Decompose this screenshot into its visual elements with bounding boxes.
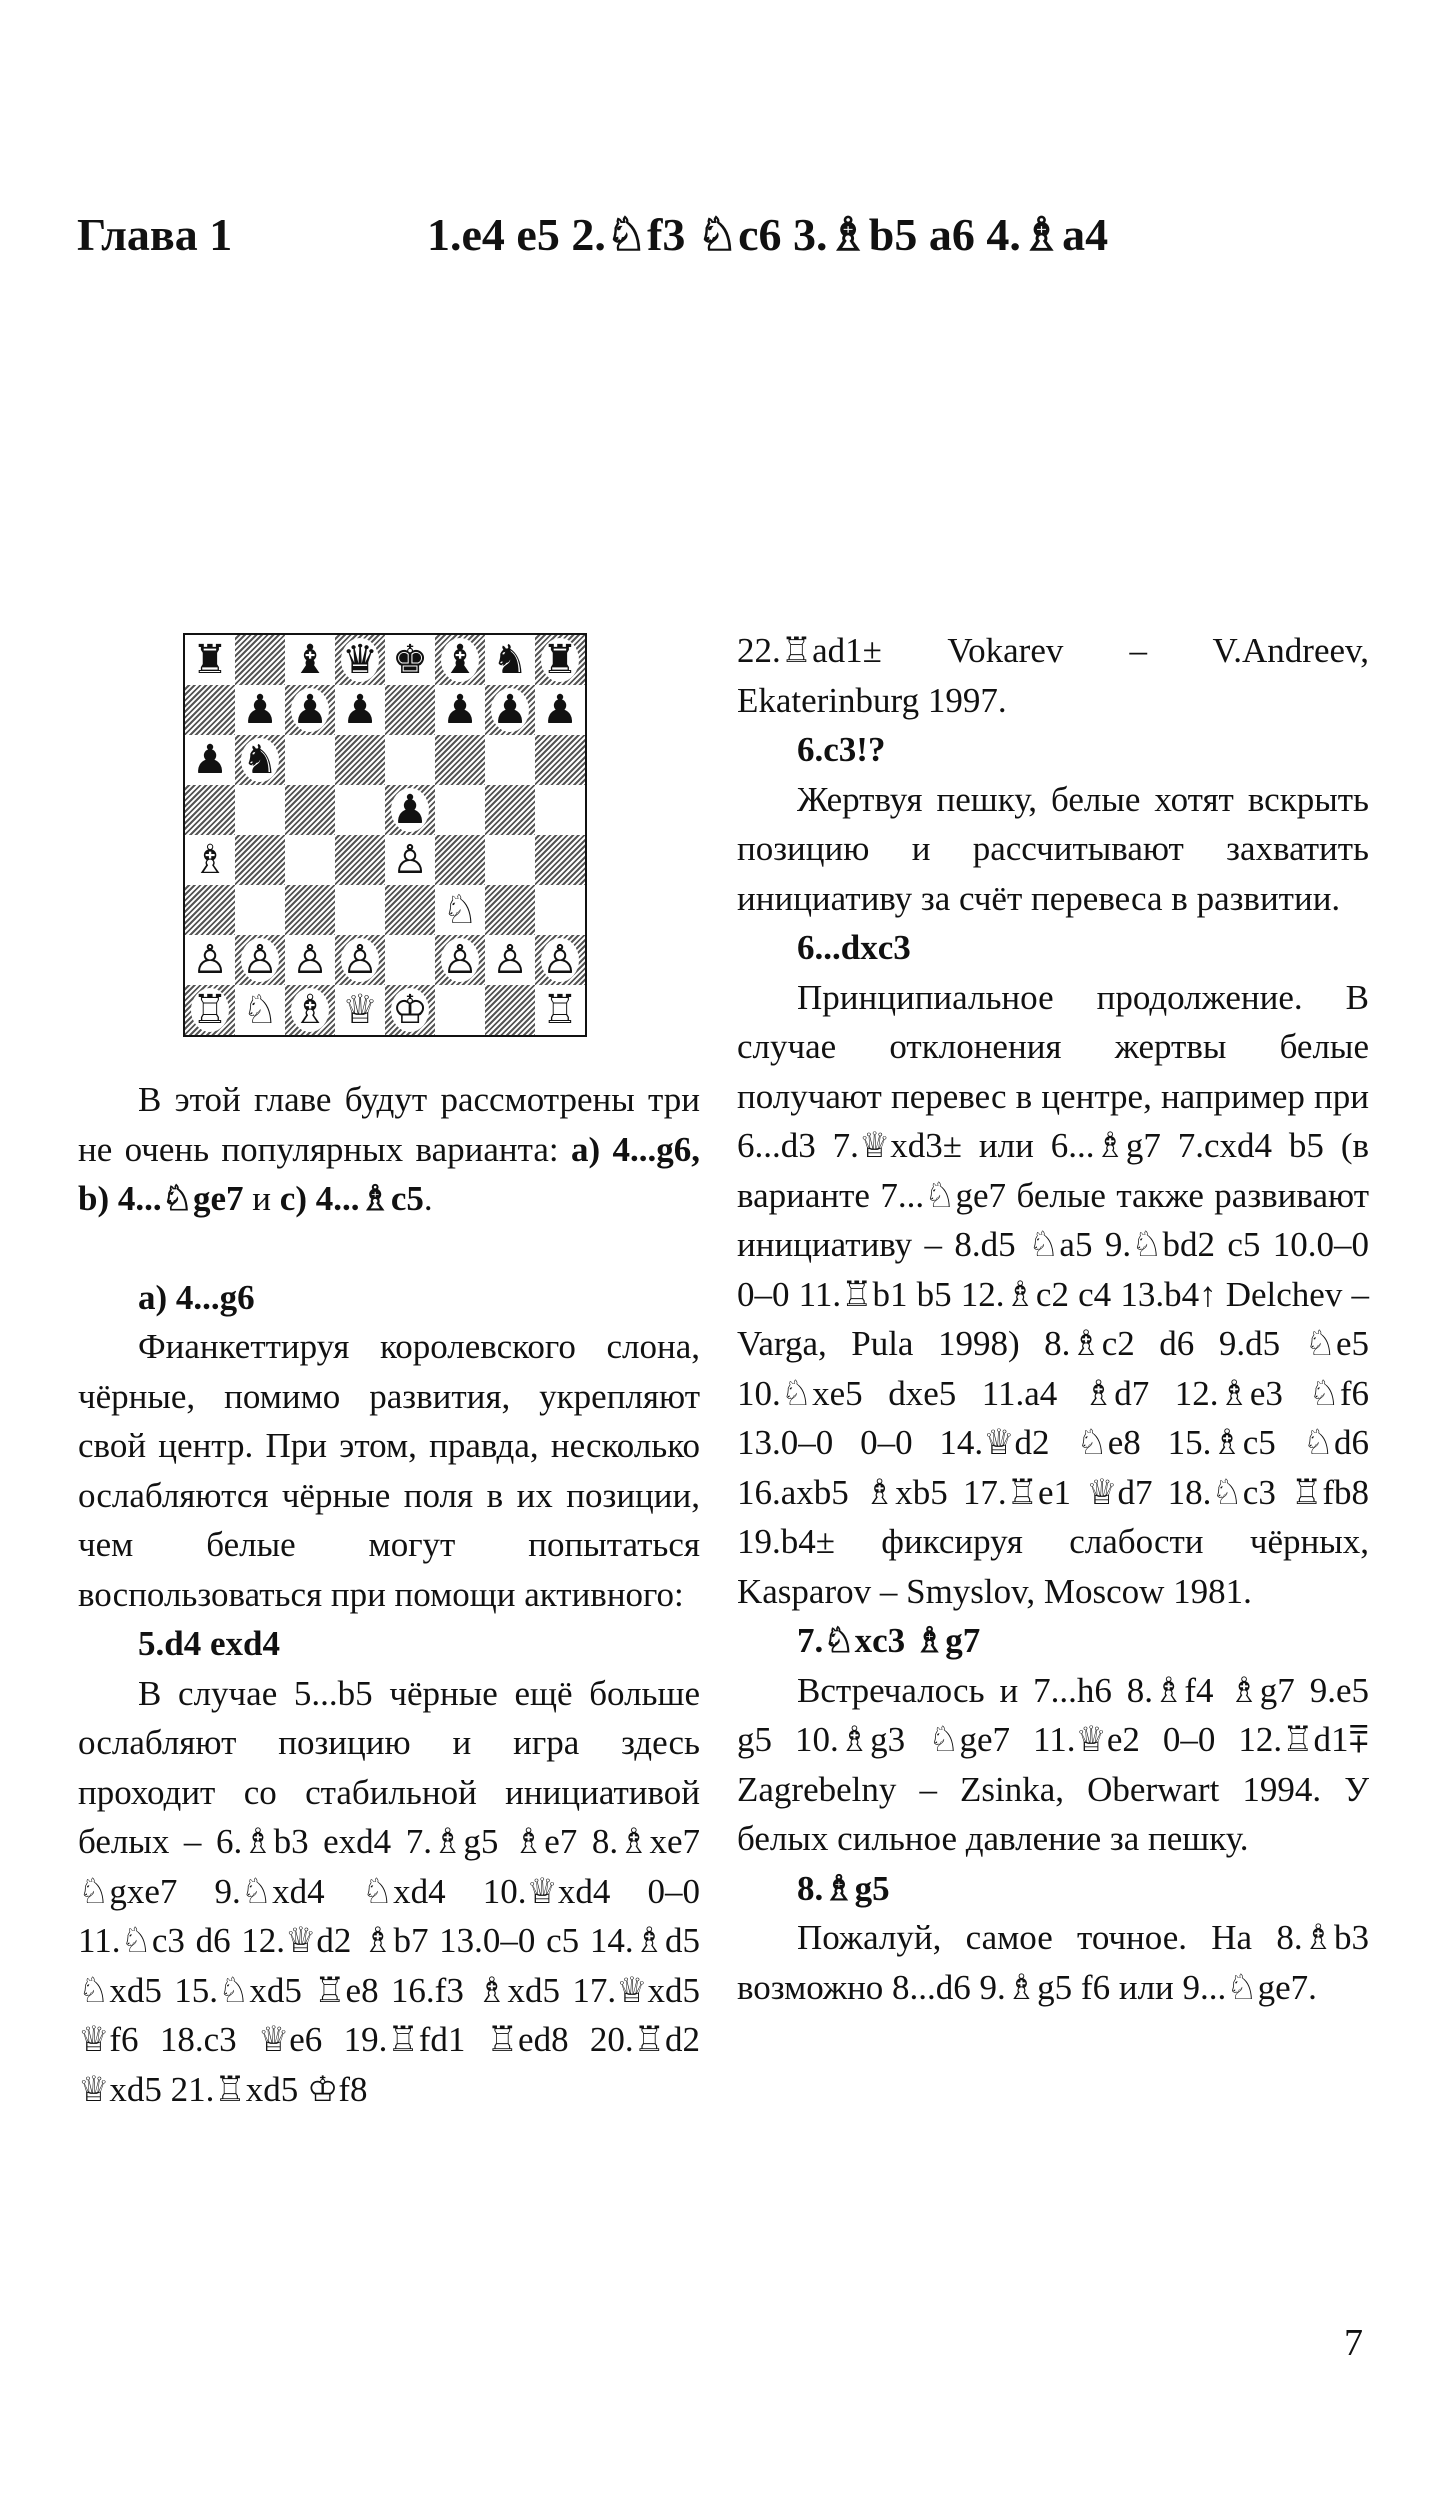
chess-piece-icon: ♖ [542,987,578,1033]
square-c4 [285,835,335,885]
square-b7 [235,685,285,735]
square-b6 [235,735,285,785]
chess-piece-icon: ♘ [442,887,478,933]
square-a1 [185,985,235,1035]
square-c2 [285,935,335,985]
square-f3 [435,885,485,935]
move-heading-8bg5: 8.♗g5 [797,1868,890,1908]
chapter-header [77,205,1377,265]
square-e3 [385,885,435,935]
paragraph-most-accurate: Пожалуй, самое точное. На 8.♗b3 возможно 8...d6 9.♗g5 f6 или 9...♘ge7. [737,1918,1369,2007]
square-c8 [285,635,335,685]
chess-piece-icon: ♟ [442,687,478,733]
square-e8 [385,635,435,685]
move-heading-7nxc3: 7.♘xc3 ♗g7 [797,1621,981,1660]
paragraph-principled: Принципиальное продолжение. В случае отклонения жертвы белые получают перевес в центре, например при 6...d3 7.♕xd3± или 6...♗g7 7.cxd4 b5 (в варианте 7...♘ge7 белые также развивают инициативу – 8.d5 ♘a5 9.♘bd2 c5 10.0–0 0–0 11.♖b1 b5 12.♗c2 c4 13.b4↑ Delchev – Varga, Pula 1998) 8.♗c2 d6 9.d5 ♘e5 10.♘xe5 dxe5 11.a4 ♗d7 12.♗e3 ♘f6 13.0–0 0–0 14.♕d2 ♘e8 15.♗c5 ♘d6 16.axb5 ♗xb5 17.♖e1 ♕d7 18.♘c3 ♖fb8 19.b4± фиксируя слабости чёрных, Kasparov – Smyslov, Moscow 1981. [737,977,1369,1611]
square-h5 [535,785,585,835]
square-e1 [385,985,435,1035]
chess-piece-icon: ♔ [392,987,428,1033]
square-g4 [485,835,535,885]
chess-piece-icon: ♜ [542,637,578,683]
chess-piece-icon: ♝ [442,637,478,683]
intro-end: . [423,1179,433,1218]
square-c7 [285,685,335,735]
square-a4 [185,835,235,885]
chess-piece-icon: ♝ [292,637,328,683]
chess-piece-icon: ♞ [492,637,528,683]
square-d8 [335,635,385,685]
square-g7 [485,685,535,735]
square-f8 [435,635,485,685]
chess-piece-icon: ♙ [392,837,428,883]
chess-piece-icon: ♗ [292,987,328,1033]
square-a6 [185,735,235,785]
chess-piece-icon: ♟ [542,687,578,733]
chess-board [183,633,587,1037]
square-f1 [435,985,485,1035]
chess-piece-icon: ♖ [192,987,228,1033]
left-column [78,1075,700,2114]
square-h2 [535,935,585,985]
chess-piece-icon: ♗ [192,837,228,883]
paragraph-continuation: 22.♖ad1± Vokarev – V.Andreev, Ekaterinburg 1997. [737,631,1369,720]
square-c1 [285,985,335,1035]
intro-text: В этой главе будут рассмотрены три не очень популярных варианта: [78,1080,700,1169]
chapter-title: 1.e4 e5 2.♘f3 ♘c6 3.♗b5 a6 4.♗a4 [427,209,1109,260]
square-f5 [435,785,485,835]
square-b8 [235,635,285,685]
square-d4 [335,835,385,885]
chess-piece-icon: ♟ [492,687,528,733]
chess-piece-icon: ♚ [392,637,428,683]
paragraph-5b5: В случае 5...b5 чёрные ещё больше ослабляют позицию и игра здесь проходит со стабильной инициативой белых – 6.♗b3 exd4 7.♗g5 ♗e7 8.♗xe7 ♘gxe7 9.♘xd4 ♘xd4 10.♕xd4 0–0 11.♘c3 d6 12.♕d2 ♗b7 13.0–0 c5 14.♗d5 ♘xd5 15.♘xd5 ♖e8 16.f3 ♗xd5 17.♕xd5 ♕f6 18.c3 ♕e6 19.♖fd1 ♖ed8 20.♖d2 ♕xd5 21.♖xd5 ♔f8 [78,1673,700,2109]
variation-ab: а) 4...g6, b) 4...♘ge7 [78,1129,701,1218]
square-d3 [335,885,385,935]
chess-piece-icon: ♞ [242,737,278,783]
chess-piece-icon: ♟ [192,737,228,783]
square-c3 [285,885,335,935]
move-heading-6dxc3: 6...dxc3 [797,928,911,967]
square-b5 [235,785,285,835]
square-f4 [435,835,485,885]
square-a8 [185,635,235,685]
square-h4 [535,835,585,885]
chess-piece-icon: ♙ [442,937,478,983]
chess-diagram [183,633,587,1037]
square-a3 [185,885,235,935]
chess-piece-icon: ♙ [192,937,228,983]
paragraph-fianchetto: Фианкеттируя королевского слона, чёрные, помимо развития, укрепляют свой центр. При этом, правда, несколько ослабляются чёрные поля в их позиции, чем белые могут попытаться воспользоваться при помощи активного: [78,1327,700,1614]
square-g5 [485,785,535,835]
square-f6 [435,735,485,785]
square-b1 [235,985,285,1035]
chess-piece-icon: ♜ [192,637,228,683]
square-h8 [535,635,585,685]
square-e2 [385,935,435,985]
square-f7 [435,685,485,735]
square-e7 [385,685,435,735]
move-heading-6c3: 6.c3!? [797,730,886,769]
move-heading-5d4: 5.d4 exd4 [138,1624,280,1663]
chess-piece-icon: ♕ [342,987,378,1033]
page-number: 7 [1344,2322,1363,2364]
chess-piece-icon: ♙ [292,937,328,983]
chapter-label: Глава 1 [77,209,233,260]
square-c5 [285,785,335,835]
square-g8 [485,635,535,685]
intro-paragraph [78,1075,700,1224]
chess-piece-icon: ♟ [342,687,378,733]
square-g2 [485,935,535,985]
chess-piece-icon: ♟ [392,787,428,833]
square-f2 [435,935,485,985]
square-c6 [285,735,335,785]
square-h6 [535,735,585,785]
chess-piece-icon: ♘ [242,987,278,1033]
chess-piece-icon: ♙ [342,937,378,983]
square-b2 [235,935,285,985]
chess-piece-icon: ♙ [492,937,528,983]
square-e5 [385,785,435,835]
paragraph-7h6: Встречалось и 7...h6 8.♗f4 ♗g7 9.e5 g5 10.♗g3 ♘ge7 11.♕e2 0–0 12.♖d1⩱ Zagrebelny – Zsinka, Oberwart 1994. У белых сильное давление за пешку. [737,1670,1369,1858]
square-h7 [535,685,585,735]
square-d1 [335,985,385,1035]
square-b3 [235,885,285,935]
square-h3 [535,885,585,935]
square-e4 [385,835,435,885]
square-g6 [485,735,535,785]
square-e6 [385,735,435,785]
square-b4 [235,835,285,885]
square-g3 [485,885,535,935]
chess-piece-icon: ♛ [342,637,378,683]
square-g1 [485,985,535,1035]
chess-piece-icon: ♟ [242,687,278,733]
square-d6 [335,735,385,785]
chess-piece-icon: ♟ [292,687,328,733]
section-heading-a: а) 4...g6 [138,1277,255,1317]
intro-and: и [243,1179,280,1218]
paragraph-sacrifice: Жертвуя пешку, белые хотят вскрыть позицию и рассчитывают захватить инициативу за счёт перевеса в развитии. [737,779,1369,918]
chess-piece-icon: ♙ [542,937,578,983]
square-d7 [335,685,385,735]
square-a7 [185,685,235,735]
square-h1 [535,985,585,1035]
square-a5 [185,785,235,835]
variation-c: с) 4...♗c5 [279,1179,424,1218]
square-d5 [335,785,385,835]
square-a2 [185,935,235,985]
square-d2 [335,935,385,985]
chess-piece-icon: ♙ [242,937,278,983]
right-column [737,626,1369,2012]
